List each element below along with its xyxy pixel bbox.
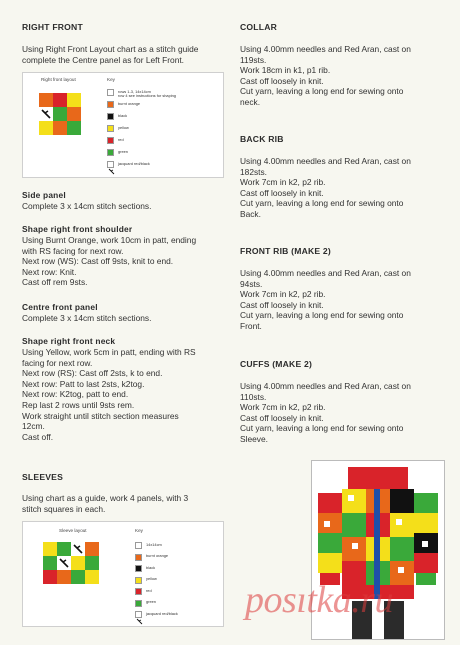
key-swatch: [135, 565, 142, 572]
key-swatch: [135, 600, 142, 607]
neck-text: Using Yellow, work 5cm in patt, ending with RS facing for next row. Next row (RS): Cast off 2sts, k to end. Next row: Patt to last 2sts, k2tog. Next row: K2tog, patt to end. Rep last 2 rows until 9sts rem. Work straight until stitch section measures 12cm. Cast off.: [22, 347, 196, 442]
grid-cell: [43, 570, 57, 584]
centre-text: Complete 3 x 14cm stitch sections.: [22, 313, 152, 323]
chart-title: Right front layout: [41, 77, 76, 82]
grid-cell: [67, 93, 81, 107]
grid-cell: [39, 93, 53, 107]
right-front-intro: Using Right Front Layout chart as a stitch guide complete the Centre panel as for Left Front.: [22, 44, 199, 65]
key-swatch: [107, 101, 114, 108]
key-swatch: [135, 611, 142, 618]
key-title: Key: [135, 528, 143, 533]
collar-title: COLLAR: [240, 22, 278, 32]
key-swatch: [107, 137, 114, 144]
key-label: burnt orange: [146, 553, 169, 558]
shoulder-text: Using Burnt Orange, work 10cm in patt, ending with RS facing for next row. Next row (WS): Cast off 9sts, knit to end. Next row: Knit. Cast off rem 9sts.: [22, 235, 197, 288]
key-swatch: [107, 113, 114, 120]
key-swatch: [107, 161, 114, 168]
sleeve-chart: [22, 521, 224, 627]
shoulder-title: Shape right front shoulder: [22, 224, 133, 234]
grid-cell: [39, 107, 53, 121]
grid-cell: [43, 542, 57, 556]
key-label: black: [146, 564, 156, 570]
key-title: Key: [107, 77, 115, 82]
grid-cell: [71, 556, 85, 570]
cuffs-text: Using 4.00mm needles and Red Aran, cast on 110sts. Work 7cm in k2, p2 rib. Cast off loosely in knit. Cut yarn, leaving a long end for sewing onto Sleeve.: [240, 381, 411, 444]
chart-title: Sleeve layout: [59, 528, 87, 533]
back-rib-text: Using 4.00mm needles and Red Aran, cast on 182sts. Work 7cm in k2, p2 rib. Cast off loosely in knit. Cut yarn, leaving a long end for sewing onto Back.: [240, 156, 411, 219]
front-rib-text: Using 4.00mm needles and Red Aran, cast on 94sts. Work 7cm in k2, p2 rib. Cast off loosely in knit. Cut yarn, leaving a long end for sewing onto Front.: [240, 268, 411, 331]
key-label: 14x14cm: [146, 541, 162, 547]
key-label: black: [118, 112, 128, 118]
jacquard-icon: [39, 107, 53, 121]
sleeves-title: SLEEVES: [22, 472, 64, 482]
collar-text: Using 4.00mm needles and Red Aran, cast on 119sts. Work 18cm in k1, p1 rib. Cast off loosely in knit. Cut yarn, leaving a long end for sewing onto neck.: [240, 44, 411, 107]
jacquard-icon: [71, 542, 85, 556]
right-front-grid: [39, 93, 81, 135]
grid-cell: [85, 570, 99, 584]
key-label: jacquard red/black: [146, 610, 178, 616]
centre-title: Centre front panel: [22, 302, 98, 312]
key-swatch: [135, 554, 142, 561]
key-label: green: [146, 599, 156, 604]
side-panel-title: Side panel: [22, 190, 66, 200]
neck-title: Shape right front neck: [22, 336, 116, 346]
key-label: yellow: [146, 576, 157, 581]
key-swatch: [107, 125, 114, 132]
grid-cell: [57, 542, 71, 556]
key-label: yellow: [118, 124, 129, 130]
grid-cell: [85, 556, 99, 570]
front-rib-title: FRONT RIB (MAKE 2): [240, 246, 331, 256]
grid-cell: [53, 107, 67, 121]
key-label: red: [146, 587, 152, 593]
grid-cell: [67, 107, 81, 121]
right-front-title: RIGHT FRONT: [22, 22, 83, 32]
jacquard-icon: [136, 618, 143, 625]
cuffs-title: CUFFS (MAKE 2): [240, 359, 313, 369]
key-swatch: [135, 542, 142, 549]
grid-cell: [71, 570, 85, 584]
grid-cell: [53, 121, 67, 135]
grid-cell: [57, 556, 71, 570]
grid-cell: [53, 93, 67, 107]
side-panel-text: Complete 3 x 14cm stitch sections.: [22, 201, 152, 211]
grid-cell: [57, 570, 71, 584]
jacquard-icon: [108, 168, 115, 175]
key-swatch: [107, 149, 114, 156]
key-label: jacquard red/black: [118, 160, 150, 166]
grid-cell: [43, 556, 57, 570]
key-swatch: [135, 588, 142, 595]
back-rib-title: BACK RIB: [240, 134, 284, 144]
key-swatch: [107, 89, 114, 96]
key-label: rows 1-3, 14x14cm row 4 see instructions for shaping: [118, 88, 176, 99]
jacquard-icon: [57, 556, 71, 570]
right-front-chart: [22, 72, 224, 178]
key-swatch: [135, 577, 142, 584]
key-label-sub: row 4 see instructions for shaping: [118, 93, 176, 99]
key-label: burnt orange: [118, 100, 141, 106]
grid-cell: [39, 121, 53, 135]
sleeves-text: Using chart as a guide, work 4 panels, with 3 stitch squares in each.: [22, 493, 189, 514]
sleeve-grid: [43, 542, 99, 584]
watermark: posıtka.ru: [245, 579, 394, 621]
grid-cell: [85, 542, 99, 556]
key-label: green: [118, 148, 128, 154]
key-label: red: [118, 136, 124, 142]
grid-cell: [67, 121, 81, 135]
grid-cell: [71, 542, 85, 556]
